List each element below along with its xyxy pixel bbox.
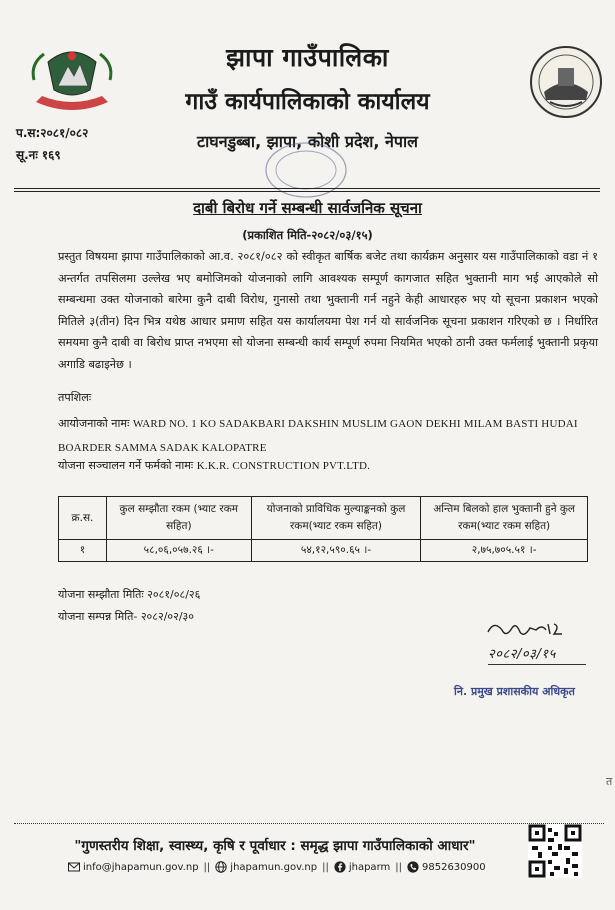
completion-date: योजना सम्पन्न मिति- २०८२/०२/३० xyxy=(58,610,194,623)
cell-technical-amount: ५४,१२,५९०.६५ ।- xyxy=(251,540,421,562)
table-row xyxy=(59,540,588,562)
officer-designation-stamp: नि. प्रमुख प्रशासकीय अधिकृत xyxy=(454,685,575,698)
globe-icon xyxy=(215,861,227,873)
contractor-line xyxy=(58,458,370,473)
reference-number: प.स:२०८१/०८२ xyxy=(16,126,89,140)
signature-underline xyxy=(488,664,586,665)
footer-website[interactable]: jhapamun.gov.np xyxy=(230,861,318,873)
amounts-table xyxy=(58,496,588,562)
header-technical-amount: योजनाको प्राविधिक मुल्याङ्कनको कुल रकम(भ्याट रकम सहित) xyxy=(251,497,421,540)
signature-date: २०८२/०३/१५ xyxy=(488,647,556,662)
header-divider xyxy=(14,188,600,189)
project-label: आयोजनाको नामः xyxy=(58,417,130,430)
published-date: (प्रकाशित मिति-२०८२/०३/१५) xyxy=(242,228,373,242)
footer-slogan: "गुणस्तरीय शिक्षा, स्वास्थ्य, कृषि र पूर्वाधार : समृद्ध झापा गाउँपालिकाको आधार" xyxy=(74,838,476,854)
header-serial: क्र.स. xyxy=(59,497,107,540)
cell-final-bill-amount: २,७५,७०५.५१ ।- xyxy=(421,540,588,562)
schedule-label: तपशिलः xyxy=(58,391,92,404)
mail-icon xyxy=(68,861,80,873)
contractor-name: K.K.R. CONSTRUCTION PVT.LTD. xyxy=(196,460,371,472)
phone-icon xyxy=(407,861,419,873)
agreement-date: योजना सम्झौता मितिः २०८१/०८/२६ xyxy=(58,588,201,601)
footer-phone[interactable]: 9852630900 xyxy=(422,861,486,873)
letter-number: सू.नः १६९ xyxy=(16,148,61,162)
office-title: गाउँ कार्यपालिकाको कार्यालय xyxy=(185,89,430,115)
contractor-label: योजना सञ्चालन गर्ने फर्मको नामः xyxy=(58,459,194,472)
qr-code-icon[interactable] xyxy=(528,824,582,878)
footer-contacts: info@jhapamun.gov.np || jhapamun.gov.np || jhaparm || 9852630900 xyxy=(68,861,486,873)
municipality-title: झापा गाउँपालिका xyxy=(226,43,389,72)
edge-mark: त xyxy=(606,775,613,788)
header-final-bill-amount: अन्तिम बिलको हाल भुक्तानी हुने कुल रकम(भ्याट रकम सहित) xyxy=(421,497,588,540)
project-name: WARD NO. 1 KO SADAKBARI DAKSHIN MUSLIM GAON DEKHI MILAM BASTI HUDAI BOARDER SAMMA SADAK KALOPATRE xyxy=(58,418,578,454)
office-address: टाघनडुब्बा, झापा, कोशी प्रदेश, नेपाल xyxy=(197,132,418,151)
table-header-row xyxy=(59,497,588,540)
cell-serial: १ xyxy=(59,540,107,562)
footer-facebook[interactable]: jhaparm xyxy=(348,861,391,873)
footer-email[interactable]: info@jhapamun.gov.np xyxy=(83,861,199,873)
handwritten-signature xyxy=(484,618,564,642)
cell-agreement-amount: ५८,०६,०५७.२६ ।- xyxy=(106,540,251,562)
facebook-icon xyxy=(334,861,346,873)
footer-divider xyxy=(14,823,604,824)
header-agreement-amount: कुल सम्झौता रकम (भ्याट रकम सहित) xyxy=(106,497,251,540)
notice-body: प्रस्तुत विषयमा झापा गाउँपालिकाको आ.व. २०८१/०८२ को स्वीकृत बार्षिक बजेट तथा कार्यक्रम अनुसार यस गाउँपालिकाको वडा नं १ अन्तर्गत तपसिलमा उल्लेख भए बमोजिमको योजनाको लागि आवश्यक सम्पूर्ण कागजात सहित भुक्तानी माग भई आएकोले सो सम्बन्धमा उक्त योजनाको बारेमा कुनै दाबी विरोध, गुनासो तथा भुक्तानी गर्न नहुने केही आधारहरु भए यो सूचना प्रकाशन भएको मितिले ३(तीन) दिन भित्र यथेष्ठ आधार प्रमाण सहित यस कार्यालयमा पेश गर्न यो सार्वजनिक सूचना प्रकाशन गरिएको छ । निर्धारित समयमा कुनै दाबी वा बिरोध प्राप्त नभएमा सो योजना सम्बन्धी कार्य सम्पूर्ण रुपमा नियमित भएको ठानी उक्त फर्मलाई भुक्तानी प्रकृया अगाडि बढाइनेछ । xyxy=(58,250,598,371)
header-divider-secondary xyxy=(14,191,600,192)
project-line xyxy=(58,412,603,460)
notice-title: दाबी बिरोध गर्ने सम्बन्धी सार्वजनिक सूचना xyxy=(193,199,422,217)
